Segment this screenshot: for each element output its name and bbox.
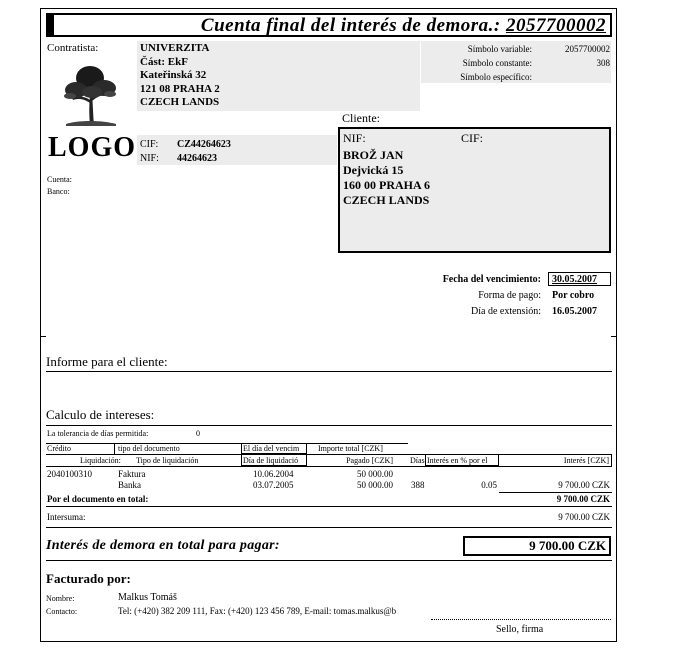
issuer-name-value: Malkus Tomáš xyxy=(118,592,177,603)
client-line: 160 00 PRAHA 6 xyxy=(343,178,430,192)
symbols-values xyxy=(540,42,610,70)
grand-total-value: 9 700.00 CZK xyxy=(529,538,606,553)
row-doc-type: Faktura xyxy=(118,469,146,479)
row-percent: 0.05 xyxy=(481,480,497,490)
header-liq-type: Tipo de liquidación xyxy=(136,456,199,465)
supplier-label: Contratista: xyxy=(47,42,99,54)
payment-method-label: Forma de pago: xyxy=(478,290,541,301)
supplier-address xyxy=(140,42,220,110)
row-days: 388 xyxy=(411,480,425,490)
client-box xyxy=(338,127,611,253)
report-label: Informe para el cliente: xyxy=(46,354,168,369)
interest-section-label: Calculo de intereses: xyxy=(46,407,155,422)
header-liq-date: Día de liquidació xyxy=(243,456,299,465)
due-date-label: Fecha del vencimiento: xyxy=(442,274,541,285)
row-due-date: 10.06.2004 xyxy=(253,469,294,479)
supplier-bank xyxy=(47,174,72,198)
supplier-cif-value: CZ44264623 xyxy=(177,139,231,150)
row-total: 50 000.00 xyxy=(357,469,393,479)
client-address xyxy=(343,148,430,208)
symbol-variable-value: 2057700002 xyxy=(565,44,610,54)
client-label: Cliente: xyxy=(342,111,380,125)
supplier-cif-label: CIF: xyxy=(140,139,159,150)
doc-total-label: Por el documento en total: xyxy=(47,494,149,504)
supplier-line: UNIVERZITA xyxy=(140,42,210,54)
row-sum-line xyxy=(499,492,612,493)
header-interest: Interés [CZK] xyxy=(563,456,609,465)
symbol-constant-value: 308 xyxy=(596,58,610,68)
payment-method-value: Por cobro xyxy=(552,290,595,301)
signature-line xyxy=(431,619,611,620)
header-paid: Pagado [CZK] xyxy=(346,456,393,465)
issuer-section-label: Facturado por: xyxy=(46,571,131,586)
symbols-labels xyxy=(430,42,532,84)
report-underline xyxy=(46,371,612,372)
header-liquidation: Liquidación: xyxy=(80,456,121,465)
row-liq-type: Banka xyxy=(118,480,141,490)
supplier-ids-labels xyxy=(140,138,159,166)
supplier-nif-label: NIF: xyxy=(140,153,159,164)
client-nif-label: NIF: xyxy=(343,131,366,145)
header-due-date: El día del vencim xyxy=(243,444,300,453)
logo-text: LOGO xyxy=(48,132,137,163)
document-title xyxy=(201,15,606,37)
extension-date-value: 16.05.2007 xyxy=(552,306,597,317)
tree-icon xyxy=(62,60,118,128)
dates-labels xyxy=(380,272,541,320)
tolerance-label: La tolerancia de días permitida: xyxy=(47,429,149,438)
bank-label: Banco: xyxy=(47,187,70,196)
interest-underline xyxy=(46,425,612,426)
client-line: BROŽ JAN xyxy=(343,148,404,162)
table-header-bottom-line xyxy=(46,466,612,467)
row-interest: 9 700.00 CZK xyxy=(558,480,610,490)
intersuma-line xyxy=(46,527,612,528)
due-date-value: 30.05.2007 xyxy=(552,274,597,285)
row-credit: 2040100310 xyxy=(47,469,92,479)
row-liq-date: 03.07.2005 xyxy=(253,480,294,490)
table-header-mid-line xyxy=(46,454,612,455)
account-label: Cuenta: xyxy=(47,175,72,184)
fold-mark-right xyxy=(611,336,617,337)
issuer-name-label: Nombre: xyxy=(46,594,75,603)
supplier-line: Část: EkF xyxy=(140,55,188,68)
supplier-line: Kateřinská 32 xyxy=(140,69,207,81)
supplier-nif-value: 44264623 xyxy=(177,153,217,164)
header-days: Días xyxy=(410,456,425,465)
intersuma-value: 9 700.00 CZK xyxy=(558,512,610,522)
supplier-ids-values xyxy=(177,138,231,166)
symbol-variable-label: Símbolo variable: xyxy=(467,44,532,54)
fold-mark-left xyxy=(40,336,46,337)
header-percent: Interés en % por el xyxy=(427,456,488,465)
grand-total-label: Interés de demora en total para pagar: xyxy=(46,538,280,553)
title-text: Cuenta final del interés de demora.: xyxy=(200,15,506,36)
symbol-constant-label: Símbolo constante: xyxy=(462,58,532,68)
issuer-contact-value: Tel: (+420) 382 209 111, Fax: (+420) 123 456 789, E-mail: tomas.malkus@b xyxy=(118,606,397,616)
tolerance-value: 0 xyxy=(196,429,200,438)
table-header-right-edge xyxy=(611,454,612,466)
supplier-line: CZECH LANDS xyxy=(140,96,220,108)
issuer-contact-label: Contacto: xyxy=(46,607,78,616)
grand-total-line xyxy=(46,560,612,561)
signature-label: Sello, firma xyxy=(496,624,544,635)
document-title-box xyxy=(46,13,612,37)
client-cif-label: CIF: xyxy=(461,131,484,145)
dates-values xyxy=(552,272,597,320)
supplier-ids-bg xyxy=(137,135,337,165)
header-divider xyxy=(114,443,115,454)
extension-date-label: Día de extensión: xyxy=(471,306,541,317)
doc-total-line xyxy=(46,506,612,507)
intersuma-label: Intersuma: xyxy=(47,512,86,522)
client-line: Dejvická 15 xyxy=(343,163,404,177)
title-left-bar xyxy=(48,15,54,35)
supplier-line: 121 08 PRAHA 2 xyxy=(140,82,220,95)
header-total: Importe total [CZK] xyxy=(318,444,383,453)
header-credit: Crédito xyxy=(47,444,71,453)
invoice-number: 2057700002 xyxy=(506,15,606,36)
header-doc-type: tipo del documento xyxy=(118,444,180,453)
doc-total-value: 9 700.00 CZK xyxy=(556,494,610,504)
client-line: CZECH LANDS xyxy=(343,193,430,207)
row-paid: 50 000.00 xyxy=(357,480,393,490)
symbol-specific-label: Símbolo específico: xyxy=(460,72,532,82)
